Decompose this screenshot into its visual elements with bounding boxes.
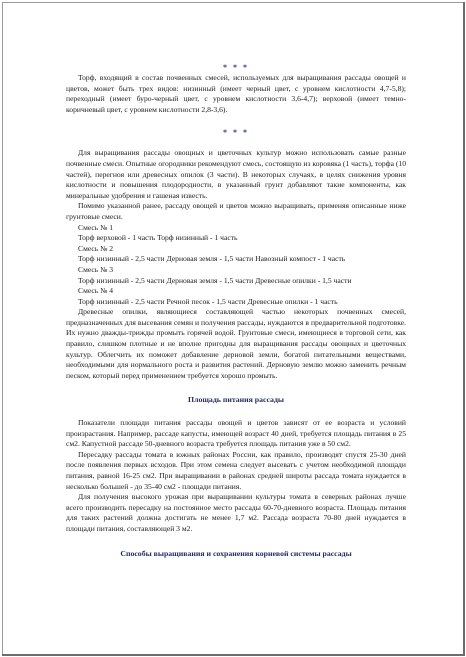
sawdust-paragraph: Древесные опилки, являющиеся составляющей частью некоторых почвенных смесей, предназначенных для высевания семян и получения рассады, нуждаются в предварительной подготовке. Их нужно дважды-трижды промыть горячей водой. Грунтовые смеси, имеющиеся в торговой сети, как правило, слишком плотные и не вполне пригодны для выращивания рассады овощных и цветочных культур. Облегчить их поможет добавление дерновой земли, богатой питательными веществами, необходимыми для нормального роста и развития растений. Дерновую землю можно заменить речным песком, который перед применением требуется хорошо промыть. bbox=[66, 307, 406, 380]
feeding-area-paragraph-1: Показатели площади питания рассады овощей и цветов зависят от ее возраста и условий произрастания. Например, рассаде капусты, имеющей возраст 40 дней, требуется площадь питания в 25 см2. Капустной рассаде 50-дневного возраста требуется площадь питания уже в 50 см2. bbox=[66, 418, 406, 449]
mix-2-composition: Торф низинный - 2,5 части Дерновая земля - 1,5 части Навозный компост - 1 часть bbox=[78, 254, 346, 264]
feeding-area-paragraph-2: Пересадку рассады томата в южных районах России, как правило, производят спустя 25-30 дней после появления первых всходов. При этом семена следует высевать с учетом необходимой площади питания, равной 16-25 см2. При выращивании в районах средней широты рассада томата нуждается в несколько большей - до 35-40 см2 - площади питания. bbox=[66, 449, 406, 491]
mix-1-title: Смесь № 1 bbox=[78, 222, 114, 232]
page-shadow-bottom bbox=[2, 654, 465, 656]
section-separator: * * * bbox=[223, 63, 249, 72]
soil-mix-intro-paragraph: Для выращивания рассады овощных и цветочных культур можно использовать самые разные почвенные смеси. Опытные огородники рекомендуют смесь, состоящую из коровяка (1 часть), торфа (10 частей), перегноя или древесных опилок (3 части). В некоторых случаях, в целях снижения уровня кислотности и повышения плодородности, в указанный грунт добавляют такие компоненты, как минеральные удобрения и гашеная известь. bbox=[66, 148, 406, 200]
page-shadow-right bbox=[463, 2, 465, 656]
mix-4-composition: Торф низинный - 2,5 части Речной песок - 1,5 части Древесные опилки - 1 часть bbox=[78, 296, 338, 306]
mix-2-title: Смесь № 2 bbox=[78, 243, 114, 253]
section-heading-feeding-area: Площадь питания рассады bbox=[188, 395, 284, 405]
soil-mix-lead-paragraph: Помимо указанной ранее, рассаду овощей и цветов можно выращивать, применяя описанные ниже грунтовые смеси. bbox=[66, 201, 406, 221]
section-separator: * * * bbox=[223, 128, 249, 138]
feeding-area-paragraph-3: Для получения высокого урожая при выращивании культуры томата в северных районах лучше всего производить пересадку на постоянное место рассады 60-70-дневного возраста. Площадь питания для таких растений должна достигать не менее 1,7 м2. Рассада возраста 70-80 дней нуждается в площади питания, составляющей 3 м2. bbox=[66, 492, 406, 533]
section-heading-root-system: Способы выращивания и сохранения корневой системы рассады bbox=[120, 548, 352, 558]
mix-3-title: Смесь № 3 bbox=[78, 264, 114, 274]
mix-4-title: Смесь № 4 bbox=[78, 286, 114, 296]
mix-1-composition: Торф верховой - 1 часть Торф низинный - 1 часть bbox=[78, 233, 238, 243]
page-content bbox=[66, 63, 406, 559]
peat-types-paragraph: Торф, входящий в состав почвенных смесей, используемых для выращивания рассады овощей и цветов, может быть трех видов: низинный (имеет черный цвет, с уровнем кислотности 4,7-5,8); переходный (имеет буро-черный цвет, с уровнем кислотности 3,6-4,7); верховой (имеет темно-коричневый цвет, с уровнем кислотности 2,8-3,6). bbox=[66, 73, 406, 114]
mix-3-composition: Торф низинный - 2,5 части Дерновая земля - 1,5 части Древесные опилки - 1,5 части bbox=[78, 275, 352, 285]
